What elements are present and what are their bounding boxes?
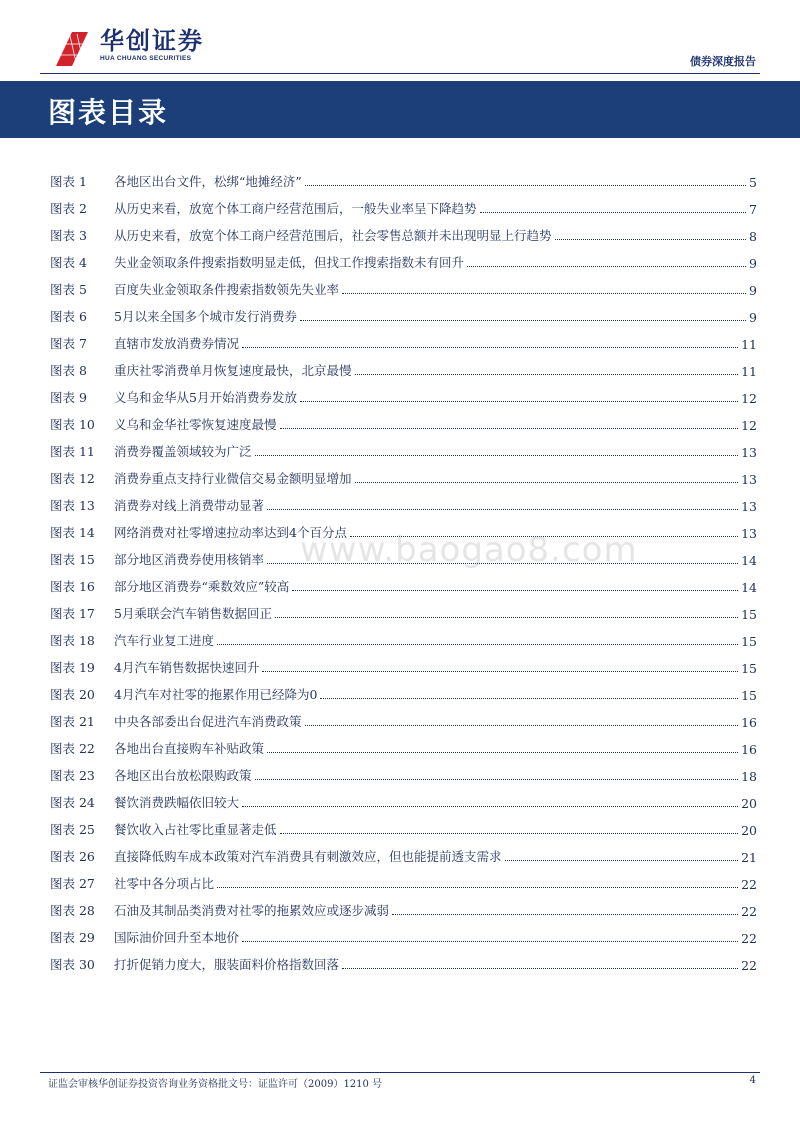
toc-entry-title: 直接降低购车成本政策对汽车消费具有刺激效应，但也能提前透支需求 xyxy=(114,849,502,864)
toc-entry[interactable] xyxy=(50,811,757,838)
toc-entry-title: 消费券覆盖领域较为广泛 xyxy=(114,444,252,459)
toc-entry-page: 9 xyxy=(749,310,757,325)
toc-dot-leader xyxy=(267,752,738,753)
toc-entry-page: 14 xyxy=(741,580,757,595)
toc-entry[interactable] xyxy=(50,730,757,757)
toc-entry[interactable] xyxy=(50,649,757,676)
toc-entry[interactable] xyxy=(50,460,757,487)
toc-entry-label: 图表 16 xyxy=(50,579,95,594)
logo-mark-icon xyxy=(50,28,94,66)
toc-entry[interactable] xyxy=(50,622,757,649)
toc-dot-leader xyxy=(275,617,738,618)
toc-entry-page: 16 xyxy=(741,742,757,757)
toc-entry-page: 22 xyxy=(741,904,757,919)
toc-entry[interactable] xyxy=(50,379,757,406)
toc-entry[interactable] xyxy=(50,217,757,244)
toc-dot-leader xyxy=(505,860,739,861)
toc-entry-page: 12 xyxy=(741,391,757,406)
toc-entry-label: 图表 23 xyxy=(50,768,95,783)
toc-dot-leader xyxy=(255,455,739,456)
toc-dot-leader xyxy=(242,806,738,807)
toc-dot-leader xyxy=(305,725,739,726)
toc-entry-title: 义乌和金华社零恢复速度最慢 xyxy=(114,417,277,432)
toc-entry-label: 图表 9 xyxy=(50,390,87,405)
company-logo xyxy=(50,28,204,66)
toc-entry-title: 网络消费对社零增速拉动率达到4个百分点 xyxy=(114,525,347,540)
toc-dot-leader xyxy=(300,401,738,402)
toc-entry-title: 各地出台直接购车补贴政策 xyxy=(114,741,265,756)
toc-entry[interactable] xyxy=(50,703,757,730)
toc-dot-leader xyxy=(217,644,738,645)
toc-entry-label: 图表 17 xyxy=(50,606,95,621)
toc-entry-page: 20 xyxy=(741,823,757,838)
toc-entry-page: 13 xyxy=(741,445,757,460)
toc-entry[interactable] xyxy=(50,784,757,811)
toc-entry-title: 社零中各分项占比 xyxy=(114,876,215,891)
toc-entry[interactable] xyxy=(50,676,757,703)
toc-entry-title: 从历史来看，放宽个体工商户经营范围后，一般失业率呈下降趋势 xyxy=(114,201,477,216)
toc-entry-title: 5月乘联会汽车销售数据回正 xyxy=(114,606,272,621)
toc-entry-label: 图表 26 xyxy=(50,849,95,864)
toc-entry-page: 20 xyxy=(741,796,757,811)
toc-entry-label: 图表 21 xyxy=(50,714,95,729)
toc-dot-leader xyxy=(342,968,738,969)
toc-entry-label: 图表 5 xyxy=(50,282,87,297)
toc-entry-label: 图表 20 xyxy=(50,687,95,702)
toc-entry-title: 消费券重点支持行业微信交易金额明显增加 xyxy=(114,471,352,486)
toc-entry-title: 直辖市发放消费券情况 xyxy=(114,336,240,351)
toc-entry[interactable] xyxy=(50,757,757,784)
header-divider xyxy=(40,73,760,74)
toc-entry-title: 百度失业金领取条件搜索指数领先失业率 xyxy=(114,282,340,297)
toc-entry-page: 18 xyxy=(741,769,757,784)
toc-entry-page: 15 xyxy=(741,661,757,676)
toc-entry-title: 4月汽车销售数据快速回升 xyxy=(114,660,260,675)
toc-entry-label: 图表 12 xyxy=(50,471,95,486)
logo-text xyxy=(100,28,204,62)
toc-dot-leader xyxy=(355,374,739,375)
toc-entry-label: 图表 13 xyxy=(50,498,95,513)
footer-disclaimer: 证监会审核华创证券投资咨询业务资格批文号：证监许可（2009）1210 号 xyxy=(48,1079,383,1090)
toc-entry-title: 餐饮消费跌幅依旧较大 xyxy=(114,795,240,810)
toc-entry[interactable] xyxy=(50,298,757,325)
toc-entry-title: 失业金领取条件搜索指数明显走低，但找工作搜索指数未有回升 xyxy=(114,255,465,270)
toc-entry-label: 图表 30 xyxy=(50,957,95,972)
toc-entry-page: 13 xyxy=(741,526,757,541)
logo-english-name: HUA CHUANG SECURITIES xyxy=(100,55,192,62)
toc-entry-label: 图表 14 xyxy=(50,525,95,540)
toc-entry-label: 图表 4 xyxy=(50,255,87,270)
toc-entry-label: 图表 27 xyxy=(50,876,95,891)
toc-entry[interactable] xyxy=(50,919,757,946)
toc-entry-label: 图表 15 xyxy=(50,552,95,567)
toc-entry-label: 图表 28 xyxy=(50,903,95,918)
toc-entry-label: 图表 3 xyxy=(50,228,87,243)
toc-dot-leader xyxy=(300,320,746,321)
toc-entry-label: 图表 19 xyxy=(50,660,95,675)
toc-entry-page: 15 xyxy=(741,607,757,622)
footer-divider xyxy=(40,1072,760,1073)
toc-entry-page: 13 xyxy=(741,499,757,514)
toc-entry-title: 5月以来全国多个城市发行消费券 xyxy=(114,309,297,324)
toc-entry-page: 5 xyxy=(749,175,757,190)
toc-entry-label: 图表 10 xyxy=(50,417,95,432)
toc-entry[interactable] xyxy=(50,352,757,379)
toc-entry-label: 图表 1 xyxy=(50,174,87,189)
toc-entry-title: 国际油价回升至本地价 xyxy=(114,930,240,945)
toc-entry-page: 15 xyxy=(741,688,757,703)
toc-entry-title: 义乌和金华从5月开始消费券发放 xyxy=(114,390,297,405)
toc-entry-page: 11 xyxy=(741,337,757,352)
toc-entry-title: 部分地区消费券使用核销率 xyxy=(114,552,265,567)
toc-dot-leader xyxy=(320,698,738,699)
toc-entry-page: 21 xyxy=(741,850,757,865)
toc-entry-label: 图表 2 xyxy=(50,201,87,216)
toc-dot-leader xyxy=(305,185,746,186)
page-number: 4 xyxy=(749,1075,756,1086)
toc-entry[interactable] xyxy=(50,433,757,460)
toc-entry-page: 11 xyxy=(741,364,757,379)
toc-entry-title: 从历史来看，放宽个体工商户经营范围后，社会零售总额并未出现明显上行趋势 xyxy=(114,228,552,243)
toc-dot-leader xyxy=(280,833,739,834)
toc-entry-title: 各地区出台文件，松绑“地摊经济” xyxy=(114,174,302,189)
toc-entry-title: 消费券对线上消费带动显著 xyxy=(114,498,265,513)
toc-entry[interactable] xyxy=(50,595,757,622)
toc-entry-page: 9 xyxy=(749,283,757,298)
toc-dot-leader xyxy=(467,266,746,267)
toc-dot-leader xyxy=(392,914,738,915)
toc-entry-title: 中央各部委出台促进汽车消费政策 xyxy=(114,714,302,729)
toc-entry-page: 8 xyxy=(749,229,757,244)
toc-entry-page: 15 xyxy=(741,634,757,649)
toc-entry-label: 图表 11 xyxy=(50,444,95,459)
toc-dot-leader xyxy=(255,779,739,780)
toc-entry-title: 各地区出台放松限购政策 xyxy=(114,768,252,783)
toc-entry[interactable] xyxy=(50,163,757,190)
toc-entry-page: 12 xyxy=(741,418,757,433)
toc-entry[interactable] xyxy=(50,568,757,595)
toc-entry-label: 图表 22 xyxy=(50,741,95,756)
page-title: 图表目录 xyxy=(48,96,169,129)
toc-entry[interactable] xyxy=(50,271,757,298)
toc-entry-page: 9 xyxy=(749,256,757,271)
report-type-label: 债券深度报告 xyxy=(690,55,756,68)
toc-entry-title: 餐饮收入占社零比重显著走低 xyxy=(114,822,277,837)
toc-entry-page: 22 xyxy=(741,958,757,973)
toc-dot-leader xyxy=(555,239,747,240)
toc-entry-label: 图表 29 xyxy=(50,930,95,945)
toc-entry-page: 14 xyxy=(741,553,757,568)
toc-entry-page: 13 xyxy=(741,472,757,487)
toc-entry[interactable] xyxy=(50,946,757,973)
toc-entry-page: 22 xyxy=(741,931,757,946)
toc-entry-title: 打折促销力度大，服装面料价格指数回落 xyxy=(114,957,340,972)
toc-entry[interactable] xyxy=(50,892,757,919)
toc-dot-leader xyxy=(280,428,739,429)
toc-entry-label: 图表 8 xyxy=(50,363,87,378)
toc-entry[interactable] xyxy=(50,325,757,352)
toc-dot-leader xyxy=(342,293,746,294)
toc-entry[interactable] xyxy=(50,865,757,892)
toc-entry-label: 图表 24 xyxy=(50,795,95,810)
toc-entry[interactable] xyxy=(50,487,757,514)
toc-entry-label: 图表 25 xyxy=(50,822,95,837)
toc-entry-title: 重庆社零消费单月恢复速度最快，北京最慢 xyxy=(114,363,352,378)
toc-entry[interactable] xyxy=(50,406,757,433)
toc-dot-leader xyxy=(262,671,738,672)
toc-dot-leader xyxy=(292,590,738,591)
toc-entry[interactable] xyxy=(50,838,757,865)
toc-dot-leader xyxy=(217,887,738,888)
toc-entry-title: 石油及其制品类消费对社零的拖累效应或逐步减弱 xyxy=(114,903,390,918)
watermark: www.baogao8.com xyxy=(300,530,638,570)
toc-dot-leader xyxy=(480,212,747,213)
toc-dot-leader xyxy=(242,347,738,348)
toc-dot-leader xyxy=(242,941,738,942)
toc-entry-label: 图表 7 xyxy=(50,336,87,351)
toc-dot-leader xyxy=(267,509,738,510)
toc-entry[interactable] xyxy=(50,190,757,217)
toc-entry-page: 16 xyxy=(741,715,757,730)
toc-entry-page: 22 xyxy=(741,877,757,892)
toc-entry-label: 图表 6 xyxy=(50,309,87,324)
section-banner xyxy=(0,81,800,138)
toc-entry-label: 图表 18 xyxy=(50,633,95,648)
toc-entry-title: 部分地区消费券“乘数效应”较高 xyxy=(114,579,290,594)
toc-dot-leader xyxy=(355,482,739,483)
toc-entry-title: 4月汽车对社零的拖累作用已经降为0 xyxy=(114,687,318,702)
toc-entry-page: 7 xyxy=(749,202,757,217)
logo-chinese-name: 华创证券 xyxy=(100,27,204,55)
toc-entry[interactable] xyxy=(50,244,757,271)
toc-entry-title: 汽车行业复工进度 xyxy=(114,633,215,648)
